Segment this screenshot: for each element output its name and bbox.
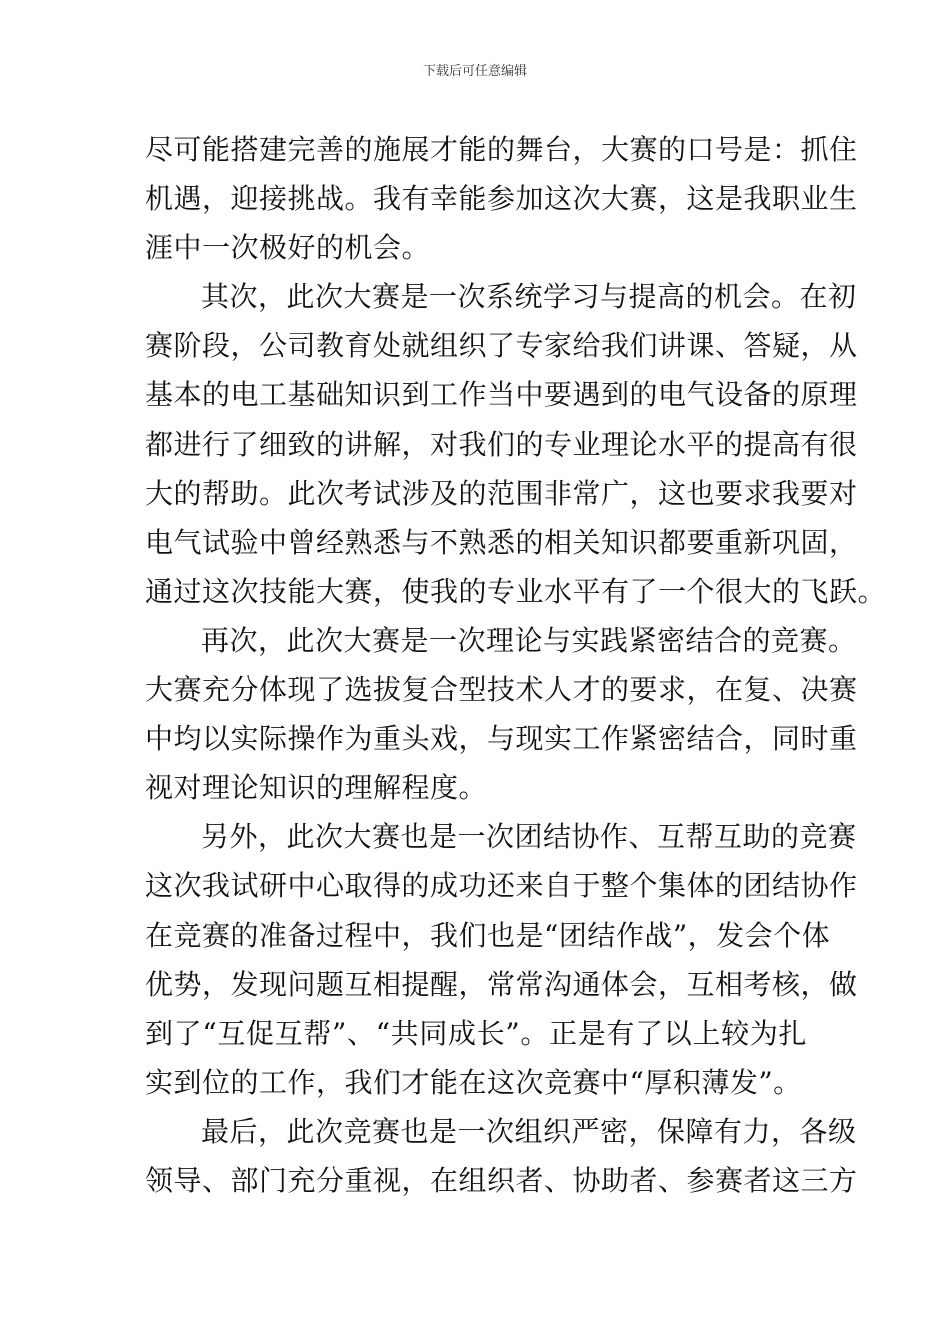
text-line: 实到位的工作，我们才能在这次竞赛中“厚积薄发”。 xyxy=(145,1065,802,1099)
paragraph-first-line: 再次，此次大赛是一次理论与实践紧密结合的竞赛。 xyxy=(201,623,857,657)
text-line: 电气试验中曾经熟悉与不熟悉的相关知识都要重新巩固， xyxy=(145,525,858,559)
paragraph-first-line: 最后，此次竞赛也是一次组织严密，保障有力，各级 xyxy=(201,1114,857,1148)
text-line: 赛阶段，公司教育处就组织了专家给我们讲课、答疑，从 xyxy=(145,329,858,363)
text-line: 涯中一次极好的机会。 xyxy=(145,231,431,265)
paragraph-first-line: 其次，此次大赛是一次系统学习与提高的机会。在初 xyxy=(201,280,857,314)
page-header: 下载后可任意编辑 xyxy=(422,64,527,79)
text-line: 尽可能搭建完善的施展才能的舞台，大赛的口号是：抓住 xyxy=(145,133,858,166)
text-line: 优势，发现问题互相提醒，常常沟通体会，互相考核，做 xyxy=(145,967,858,1001)
text-line: 通过这次技能大赛，使我的专业水平有了一个很大的飞跃。 xyxy=(145,574,887,608)
text-line: 领导、部门充分重视，在组织者、协助者、参赛者这三方 xyxy=(145,1163,858,1197)
text-line: 大赛充分体现了选拔复合型技术人才的要求，在复、决赛 xyxy=(145,673,858,707)
text-line: 在竞赛的准备过程中，我们也是“团结作战”，发会个体 xyxy=(145,918,831,952)
text-line: 这次我试研中心取得的成功还来自于整个集体的团结协作 xyxy=(145,869,858,903)
paragraph-first-line: 另外，此次大赛也是一次团结协作、互帮互助的竞赛 xyxy=(201,820,857,854)
text-line: 视对理论知识的理解程度。 xyxy=(145,771,488,805)
text-line: 基本的电工基础知识到工作当中要遇到的电气设备的原理 xyxy=(145,378,858,412)
text-line: 到了“互促互帮”、“共同成长”。正是有了以上较为扎 xyxy=(145,1016,807,1050)
text-line: 机遇，迎接挑战。我有幸能参加这次大赛，这是我职业生 xyxy=(145,182,858,216)
body-text xyxy=(145,125,887,1205)
text-line: 中均以实际操作为重头戏，与现实工作紧密结合，同时重 xyxy=(145,722,858,756)
text-line: 都进行了细致的讲解，对我们的专业理论水平的提高有很 xyxy=(145,427,858,461)
text-line: 大的帮助。此次考试涉及的范围非常广，这也要求我要对 xyxy=(145,476,858,510)
